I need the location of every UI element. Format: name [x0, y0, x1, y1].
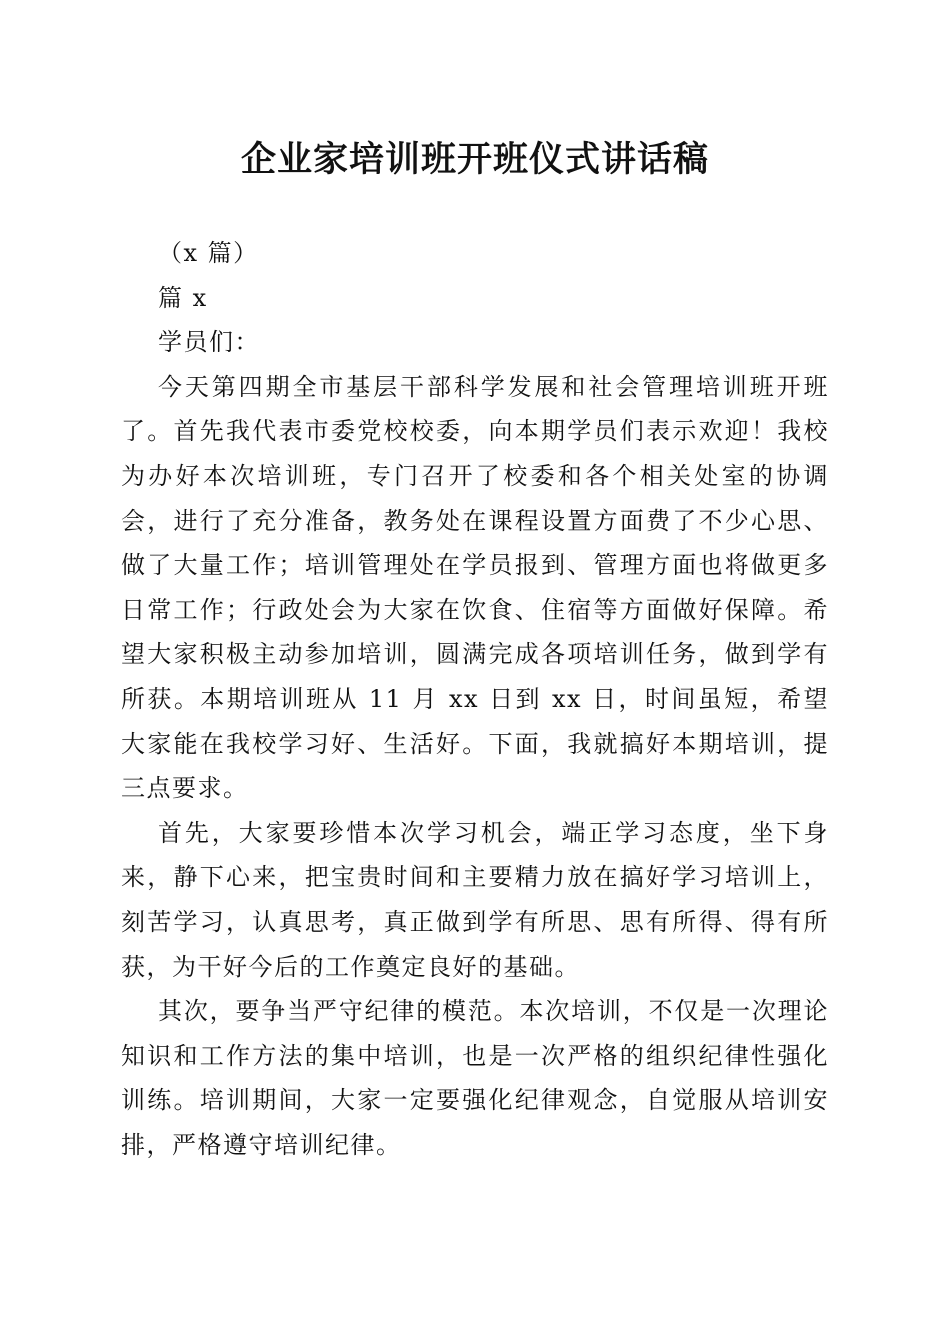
chapter-count-note: （x 篇）: [158, 239, 259, 267]
paragraph-first-requirement: 首先，大家要珍惜本次学习机会，端正学习态度，坐下身来，静下心来，把宝贵时间和主要精力放在搞好学习培训上，刻苦学习，认真思考，真正做到学有所思、思有所得、得有所获，为干好今后的工作奠定良好的基础。: [121, 818, 829, 981]
salutation: 学员们：: [158, 328, 260, 357]
paragraph-second-requirement: 其次，要争当严守纪律的模范。本次培训，不仅是一次理论知识和工作方法的集中培训，也是一次严格的组织纪律性强化训练。培训期间，大家一定要强化纪律观念，自觉服从培训安排，严格遵守培训纪律。: [121, 997, 829, 1159]
chapter-heading: 篇 x: [158, 283, 208, 312]
document-title: 企业家培训班开班仪式讲话稿: [240, 139, 709, 180]
paragraph-opening: 今天第四期全市基层干部科学发展和社会管理培训班开班了。首先我代表市委党校校委，向本期学员们表示欢迎！我校为办好本次培训班，专门召开了校委和各个相关处室的协调会，进行了充分准备，教务处在课程设置方面费了不少心思、做了大量工作；培训管理处在学员报到、管理方面也将做更多日常工作；行政处会为大家在饮食、住宿等方面做好保障。希望大家积极主动参加培训，圆满完成各项培训任务，做到学有所获。本期培训班从 11 月 xx 日到 xx 日，时间虽短，希望大家能在我校学习好、生活好。下面，我就搞好本期培训，提三点要求。: [121, 372, 829, 803]
document-body: [121, 231, 829, 1167]
